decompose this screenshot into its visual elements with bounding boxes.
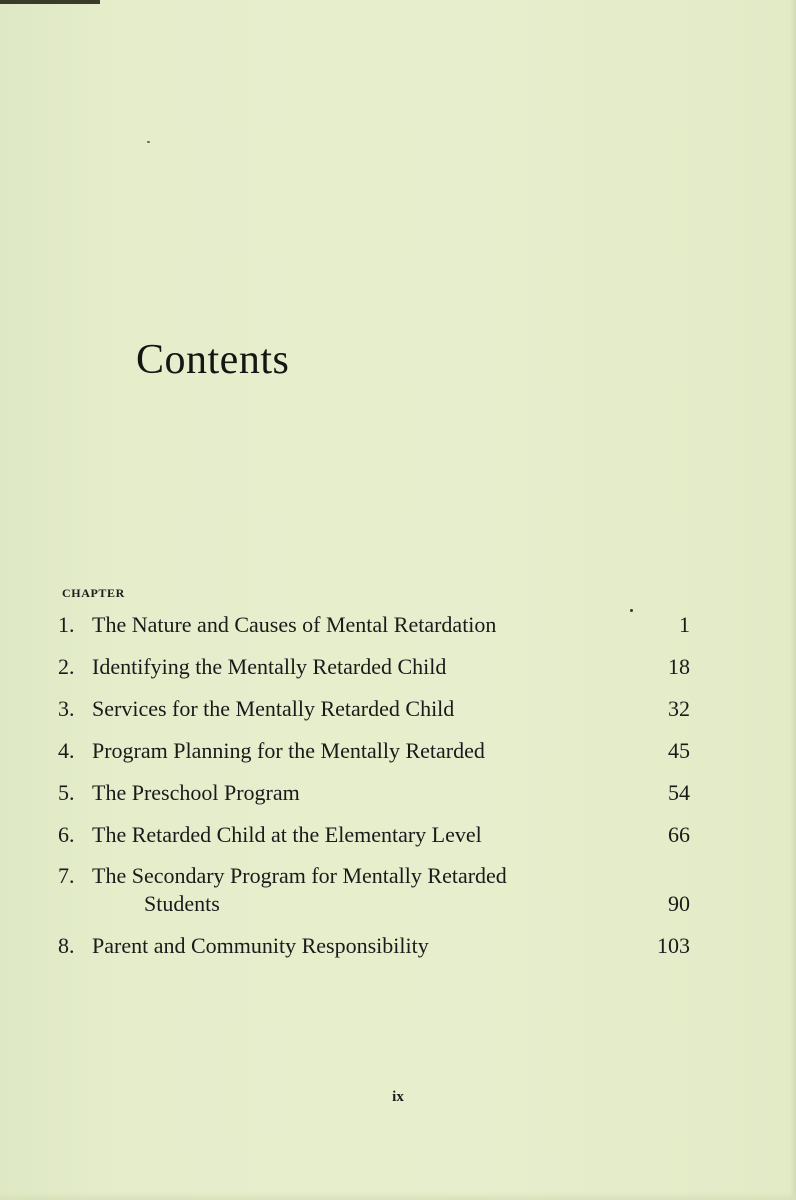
chapter-title: The Preschool Program (92, 780, 300, 805)
page-title: Contents (136, 337, 290, 383)
page-number: 45 (668, 738, 690, 763)
chapter-number: 7. (58, 863, 75, 888)
toc-entry (58, 931, 690, 960)
toc-entry (58, 778, 690, 807)
table-of-contents (58, 610, 690, 973)
chapter-title-continuation: Students (144, 891, 220, 916)
chapter-number: 8. (58, 933, 75, 958)
page-number: 90 (668, 891, 690, 916)
paper-speck (147, 141, 150, 143)
toc-entry (58, 862, 690, 918)
page-edge-shadow (0, 1192, 796, 1200)
toc-entry (58, 820, 690, 849)
page-edge-shadow (790, 0, 796, 1200)
page-number: 66 (668, 822, 690, 847)
page-number: 54 (668, 780, 690, 805)
chapter-number: 4. (58, 738, 75, 763)
toc-entry (58, 610, 690, 639)
chapter-column-label: CHAPTER (62, 586, 125, 600)
toc-entry (58, 694, 690, 723)
chapter-title: Program Planning for the Mentally Retarded (92, 738, 485, 763)
chapter-number: 1. (58, 612, 75, 637)
toc-entry (58, 652, 690, 681)
page-folio: ix (392, 1089, 404, 1105)
chapter-title: The Nature and Causes of Mental Retardation (92, 612, 497, 637)
chapter-number: 3. (58, 696, 75, 721)
chapter-title: The Retarded Child at the Elementary Level (92, 822, 482, 847)
page-number: 18 (668, 654, 690, 679)
chapter-title: Parent and Community Responsibility (92, 933, 429, 958)
page-number: 103 (657, 933, 690, 958)
chapter-title: The Secondary Program for Mentally Retarded (92, 863, 507, 888)
chapter-number: 5. (58, 780, 75, 805)
chapter-title: Identifying the Mentally Retarded Child (92, 654, 447, 679)
chapter-number: 2. (58, 654, 75, 679)
chapter-title: Services for the Mentally Retarded Child (92, 696, 455, 721)
page-number: 32 (668, 696, 690, 721)
toc-entry (58, 736, 690, 765)
page-number: 1 (679, 612, 690, 637)
scan-edge-mark (0, 0, 100, 4)
chapter-number: 6. (58, 822, 75, 847)
